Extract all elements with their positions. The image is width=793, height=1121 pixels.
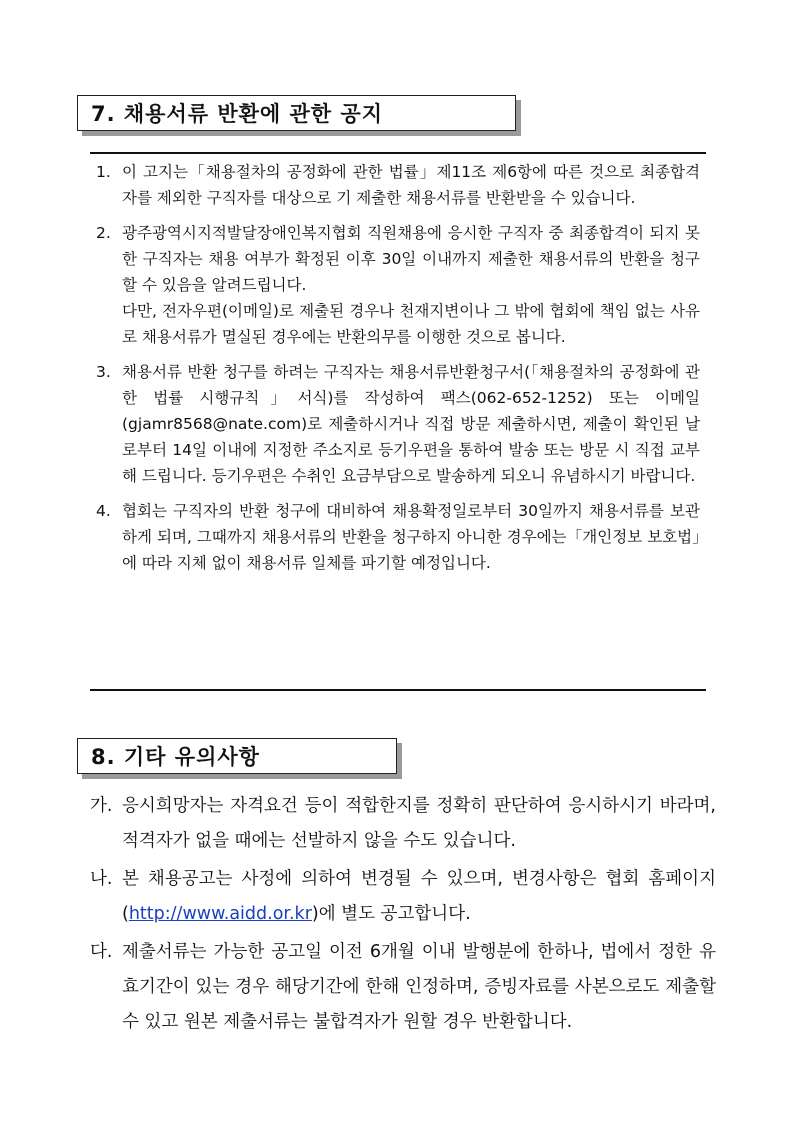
section-8-title-text: 8. 기타 유의사항 bbox=[91, 745, 260, 769]
notice-item-text: 이 고지는「채용절차의 공정화에 관한 법률」제11조 제6항에 따른 것으로 최종합격자를 제외한 구직자를 대상으로 기 제출한 채용서류를 반환받을 수 있습니다. bbox=[122, 163, 700, 207]
other-notes-list bbox=[90, 789, 716, 1043]
notice-item-2 bbox=[94, 220, 700, 350]
notice-item-3 bbox=[94, 359, 700, 489]
section-7-title-text: 7. 채용서류 반환에 관한 공지 bbox=[91, 102, 383, 126]
note-item-marker: 가. bbox=[90, 796, 113, 816]
note-item-marker: 다. bbox=[90, 942, 113, 962]
homepage-link[interactable]: http://www.aidd.or.kr bbox=[128, 904, 312, 924]
notice-top-rule bbox=[90, 152, 706, 154]
note-item-na bbox=[90, 862, 716, 932]
note-item-text: 제출서류는 가능한 공고일 이전 6개월 이내 발행분에 한하나, 법에서 정한 유효기간이 있는 경우 해당기간에 한해 인정하며, 증빙자료를 사본으로도 제출할 수 있고 원본 제출서류는 불합격자가 원할 경우 반환합니다. bbox=[122, 942, 716, 1032]
notice-item-text: 채용서류 반환 청구를 하려는 구직자는 채용서류반환청구서(「채용절차의 공정화에 관한 법률 시행규칙」서식)를 작성하여 팩스(062-652-1252) 또는 이메일(gjamr8568@nate.com)로 제출하시거나 직접 방문 제출하시면, 제출이 확인된 날로부터 14일 이내에 지정한 주소지로 등기우편을 통하여 발송 또는 방문 시 직접 교부해 드립니다. 등기우편은 수취인 요금부담으로 발송하게 되오니 유념하시기 바랍니다. bbox=[122, 363, 700, 485]
notice-bottom-rule bbox=[90, 689, 706, 691]
notice-item-number: 3. bbox=[96, 363, 111, 381]
notice-item-number: 4. bbox=[96, 502, 111, 520]
note-item-text-after-link: )에 별도 공고합니다. bbox=[311, 904, 471, 924]
notice-item-number: 1. bbox=[96, 163, 111, 181]
note-item-text: 응시희망자는 자격요건 등이 적합한지를 정확히 판단하여 응시하시기 바라며, 적격자가 없을 때에는 선발하지 않을 수도 있습니다. bbox=[122, 796, 716, 851]
notice-item-text: 광주광역시지적발달장애인복지협회 직원채용에 응시한 구직자 중 최종합격이 되지 못한 구직자는 채용 여부가 확정된 이후 30일 이내까지 제출한 채용서류의 반환을 청구할 수 있음을 알려드립니다. bbox=[122, 224, 700, 294]
note-item-ga bbox=[90, 789, 716, 859]
notice-item-4 bbox=[94, 498, 700, 576]
notice-item-1 bbox=[94, 159, 700, 211]
section-7-title bbox=[77, 95, 516, 131]
notice-item-text: 협회는 구직자의 반환 청구에 대비하여 채용확정일로부터 30일까지 채용서류를 보관하게 되며, 그때까지 채용서류의 반환을 청구하지 아니한 경우에는「개인정보 보호법」에 따라 지체 없이 채용서류 일체를 파기할 예정입니다. bbox=[122, 502, 700, 572]
note-item-da bbox=[90, 935, 716, 1040]
note-item-marker: 나. bbox=[90, 869, 113, 889]
return-notice-list bbox=[94, 159, 700, 576]
note-item-text-before-link: 본 채용공고는 사정에 의하여 변경될 수 있으며, 변경사항은 협회 홈페이지( bbox=[122, 869, 716, 924]
notice-item-text-continued: 다만, 전자우편(이메일)로 제출된 경우나 천재지변이나 그 밖에 협회에 책임 없는 사유로 채용서류가 멸실된 경우에는 반환의무를 이행한 것으로 봅니다. bbox=[122, 302, 700, 346]
notice-item-number: 2. bbox=[96, 224, 111, 242]
section-8-title bbox=[77, 738, 397, 774]
